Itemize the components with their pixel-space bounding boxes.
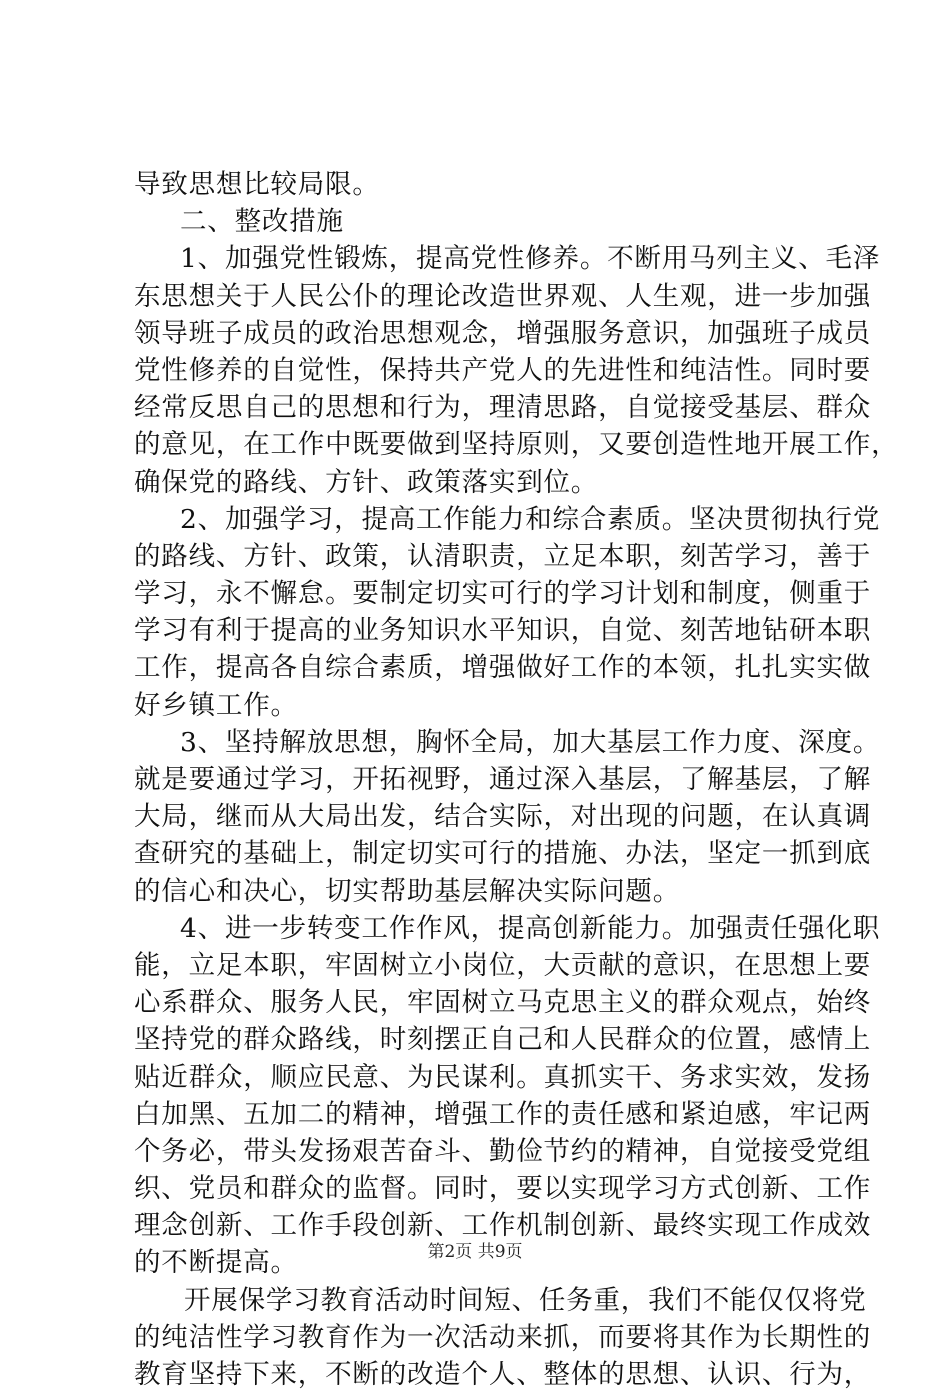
text-line: 二、整改措施 — [180, 206, 344, 238]
text-line: 查研究的基础上，制定切实可行的措施、办法，坚定一抓到底 — [134, 838, 872, 870]
text-line: 贴近群众，顺应民意、为民谋利。真抓实干、务求实效，发扬 — [134, 1061, 872, 1093]
text-line: 确保党的路线、方针、政策落实到位。 — [134, 466, 599, 498]
text-line: 就是要通过学习，开拓视野，通过深入基层，了解基层，了解 — [134, 764, 872, 795]
text-line: 导致思想比较局限。 — [134, 169, 380, 200]
text-line: 白加黑、五加二的精神，增强工作的责任感和紧迫感，牢记两 — [134, 1098, 872, 1130]
text-line: 工作，提高各自综合素质，增强做好工作的本领，扎扎实实做 — [134, 652, 872, 684]
text-line: 坚持党的群众路线，时刻摆正自己和人民群众的位置，感情上 — [134, 1024, 872, 1056]
text-line: 学习，永不懈怠。要制定切实可行的学习计划和制度，侧重于 — [134, 578, 872, 610]
document-body — [134, 166, 899, 1393]
text-line: 2、加强学习，提高工作能力和综合素质。坚决贯彻执行党 — [180, 503, 881, 535]
text-line: 好乡镇工作。 — [134, 689, 298, 721]
text-line: 的路线、方针、政策，认清职责，立足本职，刻苦学习，善于 — [134, 540, 872, 572]
text-line: 的信心和决心，切实帮助基层解决实际问题。 — [134, 875, 680, 907]
text-line: 领导班子成员的政治思想观念，增强服务意识，加强班子成员 — [134, 317, 872, 349]
text-line: 的纯洁性学习教育作为一次活动来抓，而要将其作为长期性的 — [134, 1321, 872, 1353]
text-line: 开展保学习教育活动时间短、任务重，我们不能仅仅将党 — [184, 1284, 867, 1316]
text-line: 理念创新、工作手段创新、工作机制创新、最终实现工作成效 — [134, 1210, 872, 1242]
text-line: 1、加强党性锻炼，提高党性修养。不断用马列主义、毛泽 — [180, 243, 881, 275]
text-line: 大局，继而从大局出发，结合实际，对出现的问题，在认真调 — [134, 801, 872, 833]
text-line: 织、党员和群众的监督。同时，要以实现学习方式创新、工作 — [134, 1173, 872, 1205]
text-line: 的不断提高。 — [134, 1247, 298, 1279]
text-line: 的意见，在工作中既要做到坚持原则，又要创造性地开展工作， — [134, 429, 899, 461]
text-line: 教育坚持下来，不断的改造个人、整体的思想、认识、行为， — [134, 1359, 872, 1390]
text-line: 3、坚持解放思想，胸怀全局，加大基层工作力度、深度。 — [180, 726, 881, 758]
text-line: 能，立足本职，牢固树立小岗位，大贡献的意识，在思想上要 — [134, 949, 872, 981]
text-line: 4、进一步转变工作作风，提高创新能力。加强责任强化职 — [180, 912, 881, 944]
text-line: 心系群众、服务人民，牢固树立马克思主义的群众观点，始终 — [134, 987, 872, 1019]
text-line: 经常反思自己的思想和行为，理清思路，自觉接受基层、群众 — [134, 392, 872, 424]
text-line: 党性修养的自觉性，保持共产党人的先进性和纯洁性。同时要 — [134, 354, 872, 386]
text-line: 个务必，带头发扬艰苦奋斗、勤俭节约的精神，自觉接受党组 — [134, 1135, 872, 1167]
text-line: 学习有利于提高的业务知识水平知识，自觉、刻苦地钻研本职 — [134, 615, 872, 647]
text-line: 东思想关于人民公仆的理论改造世界观、人生观，进一步加强 — [134, 280, 872, 312]
page-footer: 第2页 共9页 — [427, 1242, 523, 1262]
